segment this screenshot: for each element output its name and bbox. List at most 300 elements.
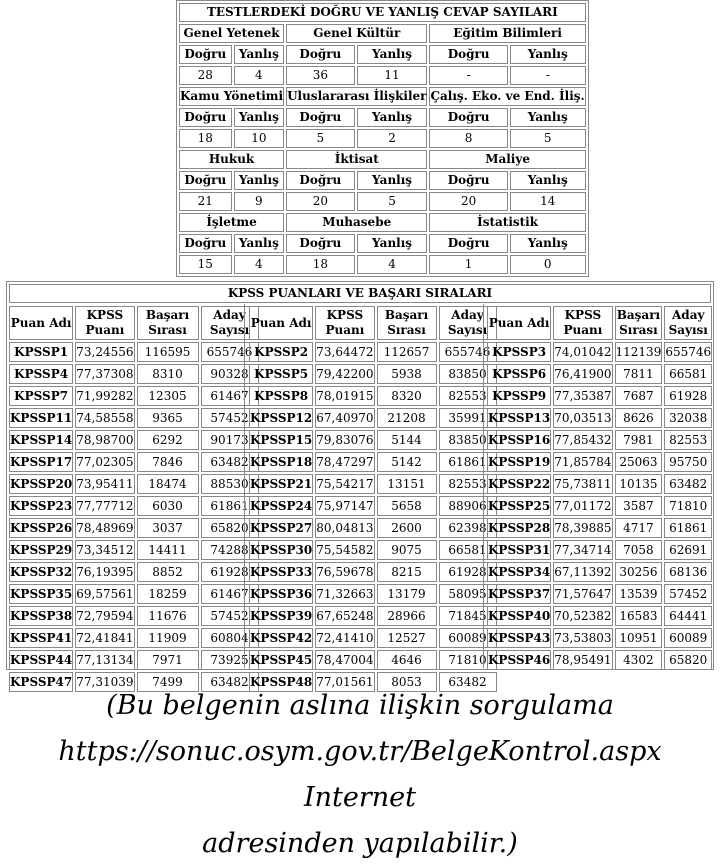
kpss-score: 76,41900 xyxy=(553,364,612,384)
scores-block-1 xyxy=(7,304,261,694)
score-row xyxy=(249,364,497,384)
kpss-score: 73,53803 xyxy=(553,628,612,648)
kpss-score: 67,65248 xyxy=(315,606,374,626)
kpss-score: 77,37308 xyxy=(75,364,134,384)
kpss-score: 67,40970 xyxy=(315,408,374,428)
block-separator xyxy=(483,304,484,668)
test-name: İşletme xyxy=(179,213,284,232)
wrong-header: Yanlış xyxy=(510,45,586,64)
candidate-count: 65820 xyxy=(201,518,259,538)
candidate-count: 61928 xyxy=(201,562,259,582)
wrong-header: Yanlış xyxy=(234,234,284,253)
success-rank: 8310 xyxy=(137,364,199,384)
success-rank: 7981 xyxy=(615,430,663,450)
column-header: KPSS Puanı xyxy=(75,306,134,340)
score-row xyxy=(487,584,712,604)
kpss-score: 75,54582 xyxy=(315,540,374,560)
score-name: KPSSP48 xyxy=(249,672,313,692)
kpss-score: 71,99282 xyxy=(75,386,134,406)
column-header: Aday Sayısı xyxy=(201,306,259,340)
score-name: KPSSP27 xyxy=(249,518,313,538)
success-rank: 18259 xyxy=(137,584,199,604)
score-row xyxy=(249,430,497,450)
test-name: İktisat xyxy=(286,150,427,169)
score-name: KPSSP11 xyxy=(9,408,73,428)
kpss-score: 78,95491 xyxy=(553,650,612,670)
wrong-header: Yanlış xyxy=(510,171,586,190)
wrong-count: 14 xyxy=(510,192,586,211)
wrong-count: 10 xyxy=(234,129,284,148)
score-name: KPSSP1 xyxy=(9,342,73,362)
wrong-count: - xyxy=(510,66,586,85)
score-name: KPSSP14 xyxy=(9,430,73,450)
candidate-count: 60089 xyxy=(439,628,497,648)
candidate-count: 61861 xyxy=(201,496,259,516)
success-rank: 30256 xyxy=(615,562,663,582)
success-rank: 16583 xyxy=(615,606,663,626)
candidate-count: 73925 xyxy=(201,650,259,670)
wrong-header: Yanlış xyxy=(510,234,586,253)
score-row xyxy=(9,650,259,670)
success-rank: 11909 xyxy=(137,628,199,648)
score-row xyxy=(249,342,497,362)
success-rank: 13179 xyxy=(377,584,437,604)
score-row xyxy=(487,562,712,582)
candidate-count: 82553 xyxy=(439,386,497,406)
kpss-score: 78,39885 xyxy=(553,518,612,538)
success-rank: 4302 xyxy=(615,650,663,670)
score-name: KPSSP37 xyxy=(487,584,551,604)
score-row xyxy=(9,364,259,384)
score-row xyxy=(487,474,712,494)
correct-header: Doğru xyxy=(429,45,507,64)
score-name: KPSSP22 xyxy=(487,474,551,494)
kpss-score: 77,34714 xyxy=(553,540,612,560)
correct-count: 18 xyxy=(179,129,232,148)
candidate-count: 63482 xyxy=(664,474,712,494)
test-name: Kamu Yönetimi xyxy=(179,87,284,106)
score-name: KPSSP32 xyxy=(9,562,73,582)
success-rank: 5144 xyxy=(377,430,437,450)
candidate-count: 88530 xyxy=(201,474,259,494)
score-name: KPSSP23 xyxy=(9,496,73,516)
score-row xyxy=(249,540,497,560)
score-name: KPSSP6 xyxy=(487,364,551,384)
success-rank: 5142 xyxy=(377,452,437,472)
success-rank: 7971 xyxy=(137,650,199,670)
score-row xyxy=(487,540,712,560)
score-row xyxy=(487,430,712,450)
score-name: KPSSP13 xyxy=(487,408,551,428)
score-name: KPSSP38 xyxy=(9,606,73,626)
success-rank: 10135 xyxy=(615,474,663,494)
wrong-count: 4 xyxy=(234,255,284,274)
score-row xyxy=(9,562,259,582)
candidate-count: 61928 xyxy=(664,386,712,406)
score-row xyxy=(487,386,712,406)
candidate-count: 71810 xyxy=(664,496,712,516)
success-rank: 6030 xyxy=(137,496,199,516)
kpss-score: 72,79594 xyxy=(75,606,134,626)
wrong-count: 4 xyxy=(234,66,284,85)
success-rank: 5938 xyxy=(377,364,437,384)
candidate-count: 71845 xyxy=(439,606,497,626)
score-row xyxy=(487,606,712,626)
correct-count: 36 xyxy=(286,66,355,85)
success-rank: 112139 xyxy=(615,342,663,362)
score-name: KPSSP24 xyxy=(249,496,313,516)
block-separator xyxy=(244,304,245,668)
correct-header: Doğru xyxy=(179,45,232,64)
success-rank: 2600 xyxy=(377,518,437,538)
column-header: Puan Adı xyxy=(487,306,551,340)
score-name: KPSSP47 xyxy=(9,672,73,692)
success-rank: 8852 xyxy=(137,562,199,582)
correct-header: Doğru xyxy=(179,108,232,127)
kpss-score: 78,47297 xyxy=(315,452,374,472)
score-row xyxy=(249,408,497,428)
wrong-header: Yanlış xyxy=(357,45,428,64)
score-name: KPSSP33 xyxy=(249,562,313,582)
success-rank: 3587 xyxy=(615,496,663,516)
score-row xyxy=(487,650,712,670)
wrong-header: Yanlış xyxy=(357,108,428,127)
test-name: Muhasebe xyxy=(286,213,427,232)
correct-count: 18 xyxy=(286,255,355,274)
kpss-score: 73,64472 xyxy=(315,342,374,362)
success-rank: 13539 xyxy=(615,584,663,604)
score-row xyxy=(249,562,497,582)
score-name: KPSSP21 xyxy=(249,474,313,494)
success-rank: 28966 xyxy=(377,606,437,626)
score-name: KPSSP5 xyxy=(249,364,313,384)
answers-table xyxy=(176,0,589,277)
score-row xyxy=(249,650,497,670)
correct-count: 8 xyxy=(429,129,507,148)
score-row xyxy=(9,342,259,362)
kpss-score: 67,11392 xyxy=(553,562,612,582)
score-row xyxy=(9,628,259,648)
wrong-count: 9 xyxy=(234,192,284,211)
score-name: KPSSP25 xyxy=(487,496,551,516)
kpss-score: 78,47004 xyxy=(315,650,374,670)
score-row xyxy=(249,386,497,406)
footer-line-1: (Bu belgenin aslına ilişkin sorgulama xyxy=(106,690,614,721)
success-rank: 21208 xyxy=(377,408,437,428)
success-rank: 112657 xyxy=(377,342,437,362)
score-row xyxy=(487,518,712,538)
column-header: Aday Sayısı xyxy=(439,306,497,340)
score-name: KPSSP35 xyxy=(9,584,73,604)
success-rank: 8320 xyxy=(377,386,437,406)
candidate-count: 90328 xyxy=(201,364,259,384)
success-rank: 10951 xyxy=(615,628,663,648)
correct-header: Doğru xyxy=(429,171,507,190)
wrong-count: 2 xyxy=(357,129,428,148)
score-row xyxy=(249,606,497,626)
success-rank: 11676 xyxy=(137,606,199,626)
score-row xyxy=(9,474,259,494)
score-name: KPSSP41 xyxy=(9,628,73,648)
candidate-count: 88906 xyxy=(439,496,497,516)
candidate-count: 58095 xyxy=(439,584,497,604)
success-rank: 14411 xyxy=(137,540,199,560)
candidate-count: 66581 xyxy=(439,540,497,560)
score-name: KPSSP2 xyxy=(249,342,313,362)
kpss-score: 77,35387 xyxy=(553,386,612,406)
score-name: KPSSP26 xyxy=(9,518,73,538)
candidate-count: 63482 xyxy=(201,672,259,692)
success-rank: 3037 xyxy=(137,518,199,538)
wrong-count: 5 xyxy=(510,129,586,148)
success-rank: 13151 xyxy=(377,474,437,494)
wrong-header: Yanlış xyxy=(234,45,284,64)
correct-count: - xyxy=(429,66,507,85)
test-name: Çalış. Eko. ve End. İliş. xyxy=(429,87,585,106)
kpss-score: 70,52382 xyxy=(553,606,612,626)
success-rank: 12305 xyxy=(137,386,199,406)
kpss-score: 76,19395 xyxy=(75,562,134,582)
success-rank: 4717 xyxy=(615,518,663,538)
candidate-count: 68136 xyxy=(664,562,712,582)
score-row xyxy=(249,628,497,648)
score-name: KPSSP30 xyxy=(249,540,313,560)
wrong-header: Yanlış xyxy=(357,234,428,253)
score-name: KPSSP46 xyxy=(487,650,551,670)
scores-title: KPSS PUANLARI VE BAŞARI SIRALARI xyxy=(9,284,711,303)
score-name: KPSSP29 xyxy=(9,540,73,560)
score-row xyxy=(249,584,497,604)
score-name: KPSSP20 xyxy=(9,474,73,494)
score-name: KPSSP19 xyxy=(487,452,551,472)
score-name: KPSSP31 xyxy=(487,540,551,560)
candidate-count: 90173 xyxy=(201,430,259,450)
kpss-score: 73,24556 xyxy=(75,342,134,362)
answers-title: TESTLERDEKİ DOĞRU VE YANLIŞ CEVAP SAYILARI xyxy=(179,3,586,22)
score-name: KPSSP18 xyxy=(249,452,313,472)
wrong-count: 5 xyxy=(357,192,428,211)
scores-table xyxy=(6,281,714,689)
success-rank: 9365 xyxy=(137,408,199,428)
kpss-score: 75,97147 xyxy=(315,496,374,516)
score-name: KPSSP16 xyxy=(487,430,551,450)
score-name: KPSSP8 xyxy=(249,386,313,406)
column-header: Puan Adı xyxy=(249,306,313,340)
candidate-count: 82553 xyxy=(439,474,497,494)
score-row xyxy=(9,430,259,450)
success-rank: 25063 xyxy=(615,452,663,472)
score-name: KPSSP12 xyxy=(249,408,313,428)
candidate-count: 655746 xyxy=(439,342,497,362)
score-row xyxy=(487,628,712,648)
score-row xyxy=(9,408,259,428)
verification-note xyxy=(0,683,720,867)
kpss-score: 69,57561 xyxy=(75,584,134,604)
success-rank: 8215 xyxy=(377,562,437,582)
candidate-count: 63482 xyxy=(201,452,259,472)
candidate-count: 32038 xyxy=(664,408,712,428)
candidate-count: 60804 xyxy=(201,628,259,648)
candidate-count: 57452 xyxy=(201,606,259,626)
test-name: İstatistik xyxy=(429,213,585,232)
kpss-score: 71,32663 xyxy=(315,584,374,604)
score-name: KPSSP4 xyxy=(9,364,73,384)
wrong-header: Yanlış xyxy=(510,108,586,127)
correct-header: Doğru xyxy=(429,234,507,253)
kpss-score: 74,01042 xyxy=(553,342,612,362)
kpss-score: 78,98700 xyxy=(75,430,134,450)
candidate-count: 74288 xyxy=(201,540,259,560)
candidate-count: 61467 xyxy=(201,584,259,604)
test-name: Uluslararası İlişkiler xyxy=(286,87,427,106)
score-name: KPSSP42 xyxy=(249,628,313,648)
footer-line-3: adresinden yapılabilir.) xyxy=(202,828,518,859)
candidate-count: 62691 xyxy=(664,540,712,560)
candidate-count: 82553 xyxy=(664,430,712,450)
score-name: KPSSP43 xyxy=(487,628,551,648)
candidate-count: 62398 xyxy=(439,518,497,538)
correct-header: Doğru xyxy=(286,234,355,253)
success-rank: 12527 xyxy=(377,628,437,648)
candidate-count: 655746 xyxy=(664,342,712,362)
candidate-count: 61861 xyxy=(664,518,712,538)
score-row xyxy=(249,518,497,538)
score-row xyxy=(249,496,497,516)
score-name: KPSSP40 xyxy=(487,606,551,626)
score-row xyxy=(9,606,259,626)
score-row xyxy=(487,452,712,472)
score-row xyxy=(9,452,259,472)
column-header: Başarı Sırası xyxy=(377,306,437,340)
success-rank: 7846 xyxy=(137,452,199,472)
column-header: Aday Sayısı xyxy=(664,306,712,340)
kpss-score: 77,01172 xyxy=(553,496,612,516)
candidate-count: 63482 xyxy=(439,672,497,692)
success-rank: 116595 xyxy=(137,342,199,362)
kpss-score: 75,54217 xyxy=(315,474,374,494)
score-name: KPSSP45 xyxy=(249,650,313,670)
kpss-score: 76,59678 xyxy=(315,562,374,582)
score-name: KPSSP39 xyxy=(249,606,313,626)
success-rank: 18474 xyxy=(137,474,199,494)
correct-count: 28 xyxy=(179,66,232,85)
score-name: KPSSP36 xyxy=(249,584,313,604)
score-row xyxy=(487,496,712,516)
kpss-score: 74,58558 xyxy=(75,408,134,428)
score-name: KPSSP3 xyxy=(487,342,551,362)
correct-header: Doğru xyxy=(179,234,232,253)
candidate-count: 95750 xyxy=(664,452,712,472)
candidate-count: 64441 xyxy=(664,606,712,626)
kpss-score: 75,73811 xyxy=(553,474,612,494)
candidate-count: 61928 xyxy=(439,562,497,582)
test-name: Genel Kültür xyxy=(286,24,427,43)
kpss-score: 77,02305 xyxy=(75,452,134,472)
kpss-score: 77,01561 xyxy=(315,672,374,692)
kpss-score: 79,42200 xyxy=(315,364,374,384)
candidate-count: 61467 xyxy=(201,386,259,406)
candidate-count: 655746 xyxy=(201,342,259,362)
success-rank: 7499 xyxy=(137,672,199,692)
correct-count: 20 xyxy=(429,192,507,211)
success-rank: 7058 xyxy=(615,540,663,560)
score-name: KPSSP17 xyxy=(9,452,73,472)
kpss-score: 79,83076 xyxy=(315,430,374,450)
score-row xyxy=(9,496,259,516)
score-row xyxy=(9,540,259,560)
success-rank: 5658 xyxy=(377,496,437,516)
success-rank: 8626 xyxy=(615,408,663,428)
kpss-score: 73,34512 xyxy=(75,540,134,560)
candidate-count: 71810 xyxy=(439,650,497,670)
candidate-count: 83850 xyxy=(439,364,497,384)
success-rank: 7811 xyxy=(615,364,663,384)
score-row xyxy=(487,364,712,384)
success-rank: 7687 xyxy=(615,386,663,406)
correct-count: 15 xyxy=(179,255,232,274)
score-name: KPSSP34 xyxy=(487,562,551,582)
kpss-score: 80,04813 xyxy=(315,518,374,538)
test-name: Eğitim Bilimleri xyxy=(429,24,585,43)
score-row xyxy=(249,474,497,494)
candidate-count: 57452 xyxy=(201,408,259,428)
correct-header: Doğru xyxy=(286,45,355,64)
success-rank: 8053 xyxy=(377,672,437,692)
column-header: Puan Adı xyxy=(9,306,73,340)
kpss-score: 71,85784 xyxy=(553,452,612,472)
kpss-score: 73,95411 xyxy=(75,474,134,494)
footer-link[interactable]: https://sonuc.osym.gov.tr/BelgeKontrol.aspx Internet xyxy=(58,736,662,813)
wrong-count: 4 xyxy=(357,255,428,274)
wrong-count: 11 xyxy=(357,66,428,85)
wrong-count: 0 xyxy=(510,255,586,274)
success-rank: 4646 xyxy=(377,650,437,670)
kpss-score: 78,01915 xyxy=(315,386,374,406)
candidate-count: 61861 xyxy=(439,452,497,472)
kpss-score: 72,41410 xyxy=(315,628,374,648)
candidate-count: 57452 xyxy=(664,584,712,604)
test-name: Genel Yetenek xyxy=(179,24,284,43)
correct-count: 20 xyxy=(286,192,355,211)
correct-header: Doğru xyxy=(429,108,507,127)
kpss-score: 71,57647 xyxy=(553,584,612,604)
column-header: KPSS Puanı xyxy=(553,306,612,340)
test-name: Maliye xyxy=(429,150,585,169)
wrong-header: Yanlış xyxy=(234,171,284,190)
score-name: KPSSP7 xyxy=(9,386,73,406)
score-row xyxy=(9,386,259,406)
scores-block-3 xyxy=(485,304,714,672)
column-header: Başarı Sırası xyxy=(137,306,199,340)
score-row xyxy=(249,452,497,472)
wrong-header: Yanlış xyxy=(234,108,284,127)
score-name: KPSSP28 xyxy=(487,518,551,538)
score-name: KPSSP15 xyxy=(249,430,313,450)
candidate-count: 60089 xyxy=(664,628,712,648)
success-rank: 6292 xyxy=(137,430,199,450)
candidate-count: 66581 xyxy=(664,364,712,384)
kpss-score: 77,31039 xyxy=(75,672,134,692)
kpss-score: 70,03513 xyxy=(553,408,612,428)
column-header: Başarı Sırası xyxy=(615,306,663,340)
scores-block-2 xyxy=(247,304,499,694)
score-row xyxy=(9,584,259,604)
kpss-score: 78,48969 xyxy=(75,518,134,538)
kpss-score: 77,85432 xyxy=(553,430,612,450)
kpss-score: 77,77712 xyxy=(75,496,134,516)
score-name: KPSSP9 xyxy=(487,386,551,406)
correct-header: Doğru xyxy=(286,171,355,190)
